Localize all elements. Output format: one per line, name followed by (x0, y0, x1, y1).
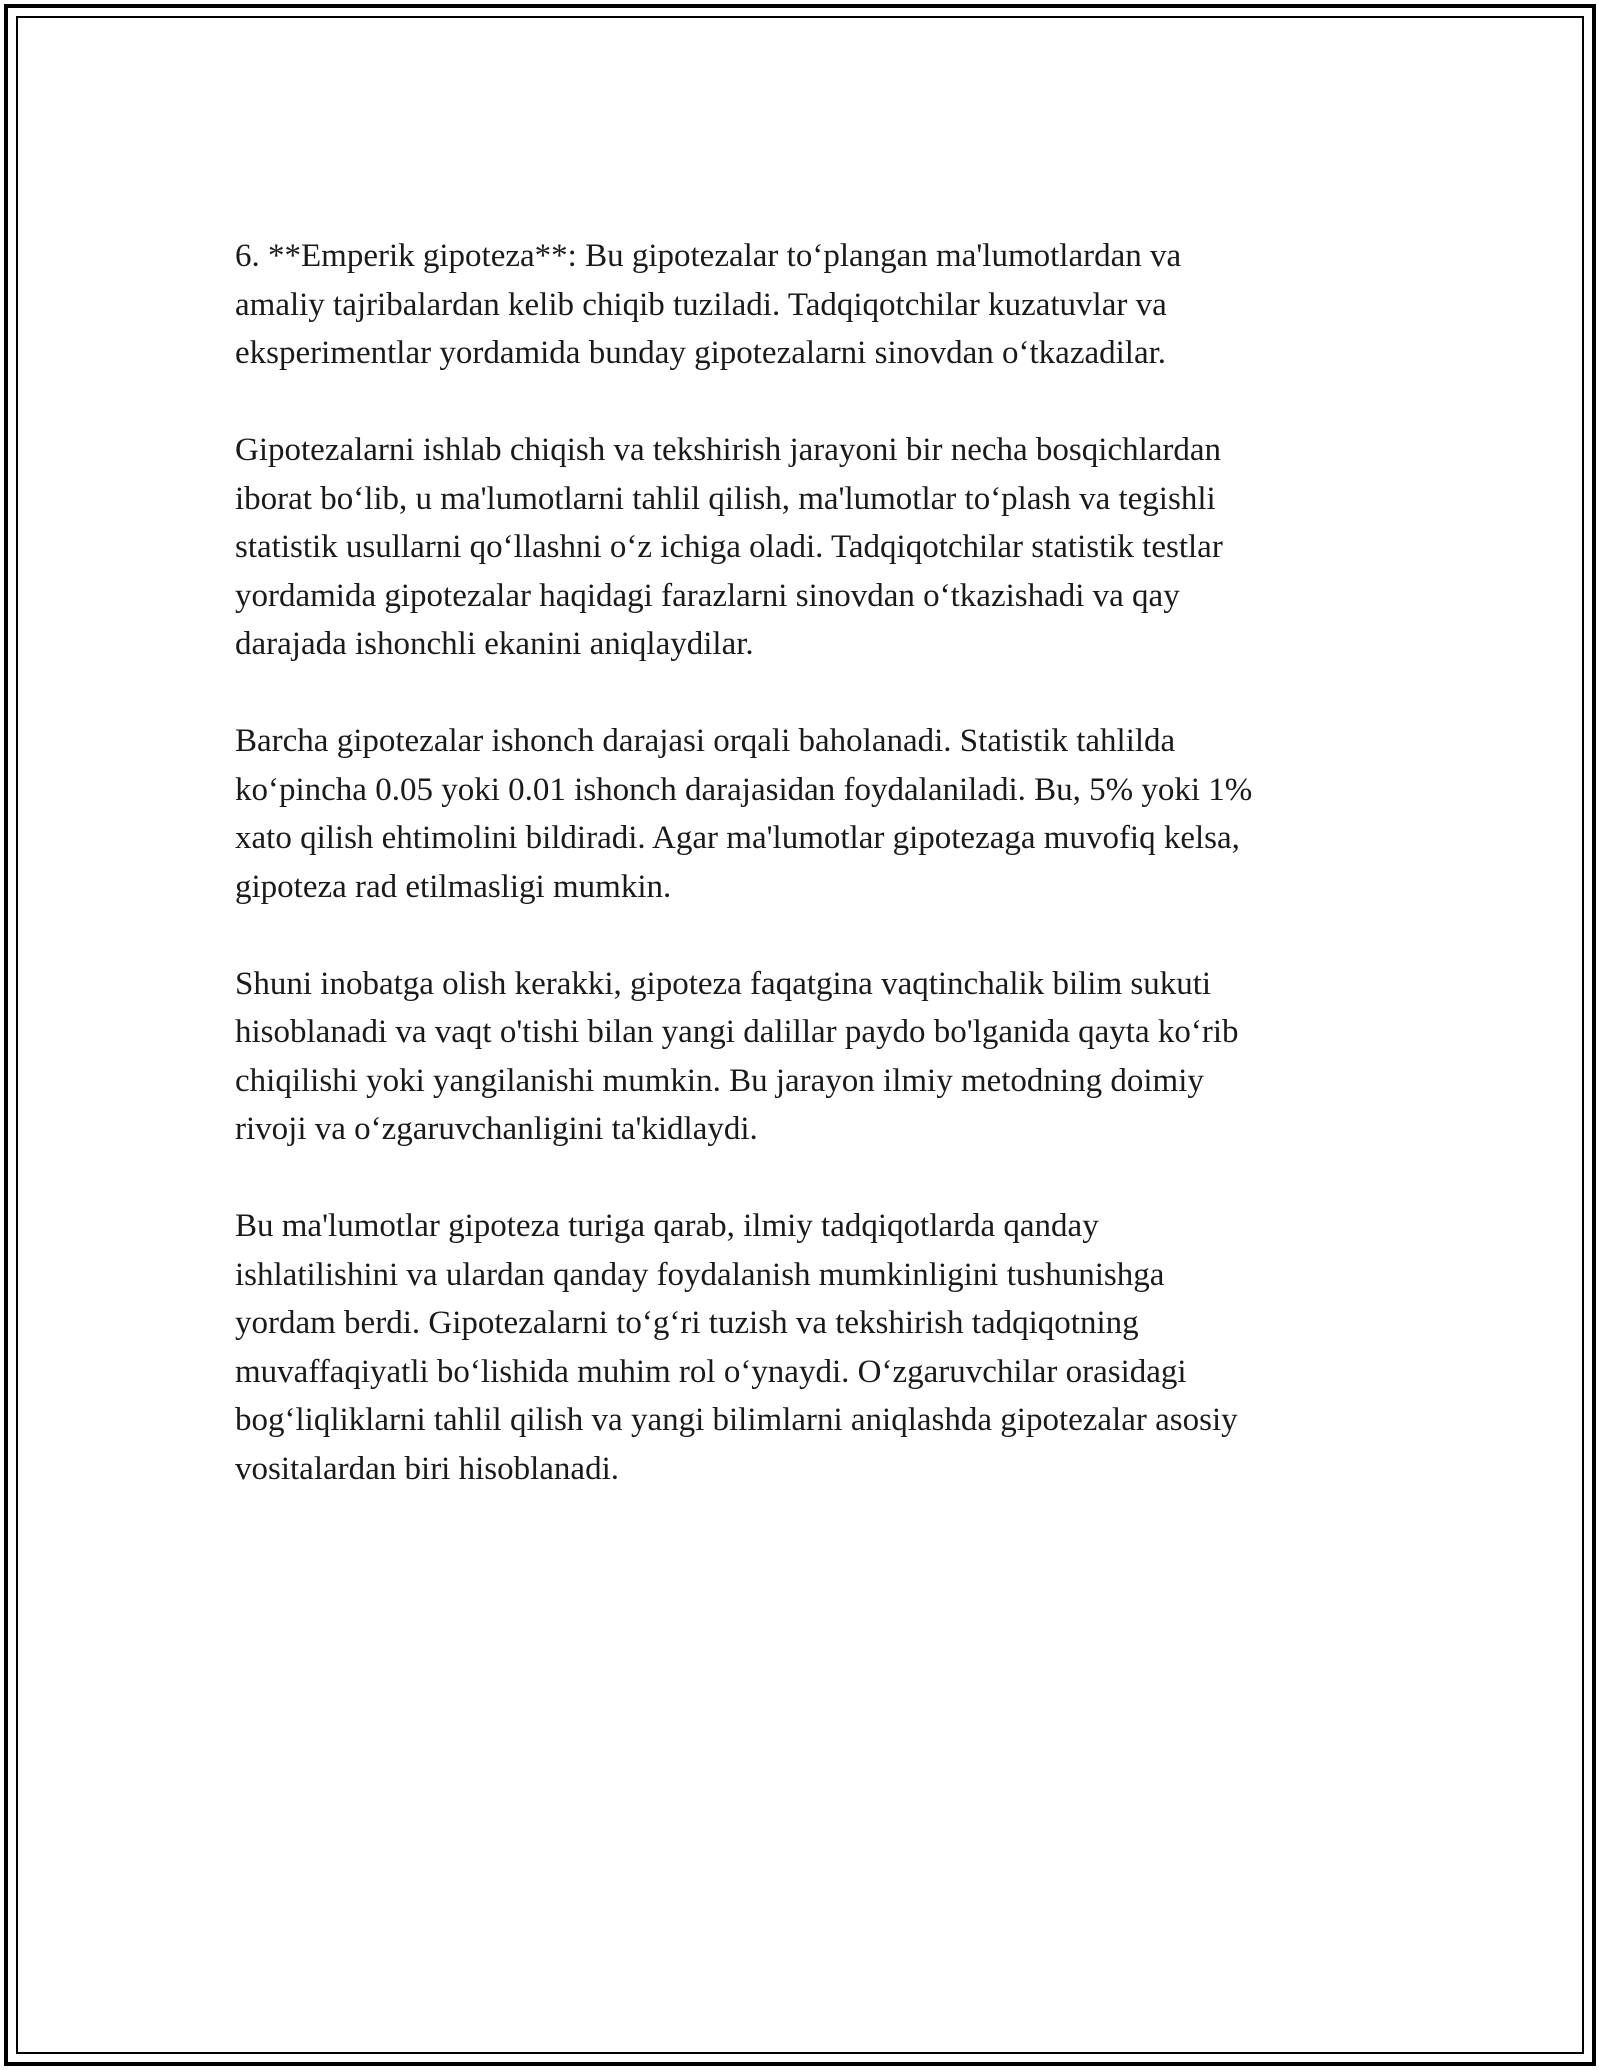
paragraph-hypothesis-process: Gipotezalarni ishlab chiqish va tekshirish jarayoni bir necha bosqichlardan iborat bo‘lib, u ma'lumotlarni tahlil qilish, ma'lumotlar to‘plash va tegishli statistik usullarni qo‘llashni o‘z ichiga oladi. Tadqiqotchilar statistik testlar yordamida gipotezalar haqidagi farazlarni sinovdan o‘tkazishadi va qay darajada ishonchli ekanini aniqlaydilar. (235, 432, 1223, 662)
paragraph-temporary-knowledge: Shuni inobatga olish kerakki, gipoteza faqatgina vaqtinchalik bilim sukuti hisoblanadi va vaqt o'tishi bilan yangi dalillar paydo bo'lganida qayta ko‘rib chiqilishi yoki yangilanishi mumkin. Bu jarayon ilmiy metodning doimiy rivoji va o‘zgaruvchanligini ta'kidlaydi. (235, 965, 1239, 1147)
paragraph-conclusion: Bu ma'lumotlar gipoteza turiga qarab, ilmiy tadqiqotlarda qanday ishlatilishini va ulardan qanday foydalanish mumkinligini tushunishga yordam berdi. Gipotezalarni to‘g‘ri tuzish va tekshirish tadqiqotning muvaffaqiyatli bo‘lishida muhim rol o‘ynaydi. O‘zgaruvchilar orasidagi bog‘liqliklarni tahlil qilish va yangi bilimlarni aniqlashda gipotezalar asosiy vositalardan biri hisoblanadi. (235, 1208, 1238, 1487)
paragraph-confidence-level: Barcha gipotezalar ishonch darajasi orqali baholanadi. Statistik tahlilda ko‘pincha 0.05 yoki 0.01 ishonch darajasidan foydalaniladi. Bu, 5% yoki 1% xato qilish ehtimolini bildiradi. Agar ma'lumotlar gipotezaga muvofiq kelsa, gipoteza rad etilmasligi mumkin. (235, 723, 1253, 905)
paragraph-empirical-hypothesis: 6. **Emperik gipoteza**: Bu gipotezalar to‘plangan ma'lumotlardan va amaliy tajribalardan kelib chiqib tuziladi. Tadqiqotchilar kuzatuvlar va eksperimentlar yordamida bunday gipotezalarni sinovdan o‘tkazadilar. (235, 238, 1182, 371)
document-body (235, 232, 1375, 1542)
